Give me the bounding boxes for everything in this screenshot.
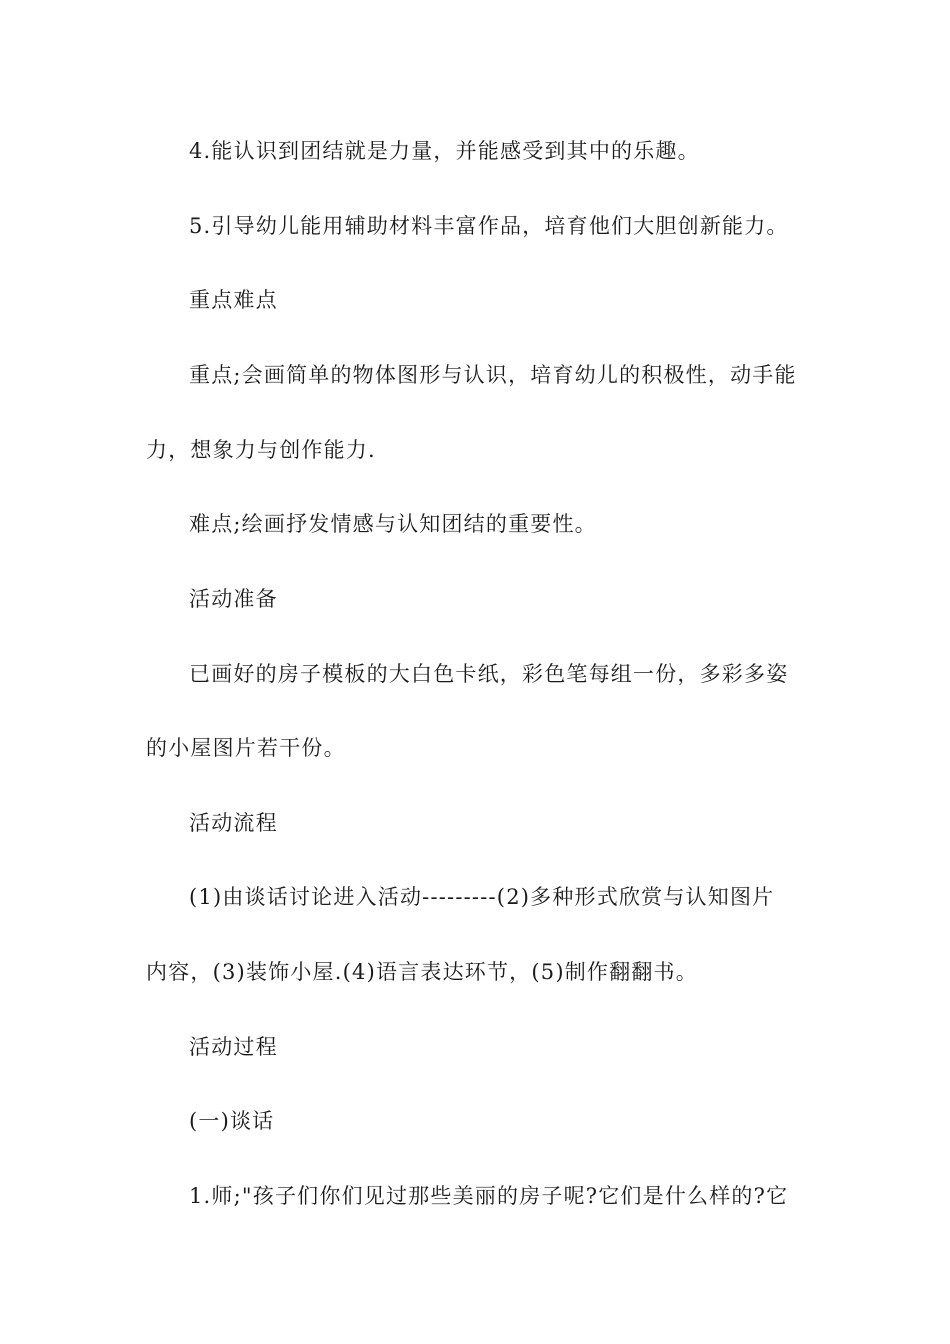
heading-preparation: 活动准备 xyxy=(189,587,278,611)
heading-activity-process: 活动过程 xyxy=(189,1035,278,1059)
heading-process-flow: 活动流程 xyxy=(189,811,278,835)
objective-5: 5.引导幼儿能用辅助材料丰富作品，培育他们大胆创新能力。 xyxy=(189,214,789,238)
teacher-dialogue: 1.师;"孩子们你们见过那些美丽的房子呢?它们是什么样的?它 xyxy=(189,1184,789,1208)
preparation-paragraph-continued: 的小屋图片若干份。 xyxy=(146,736,346,760)
difficulty-paragraph: 难点;绘画抒发情感与认知团结的重要性。 xyxy=(189,512,597,536)
subheading-conversation: (一)谈话 xyxy=(189,1109,275,1133)
heading-key-points: 重点难点 xyxy=(189,288,278,312)
process-flow-paragraph: (1)由谈话讨论进入活动---------(2)多种形式欣赏与认知图片 xyxy=(189,885,775,909)
key-point-paragraph: 重点;会画简单的物体图形与认识，培育幼儿的积极性，动手能 xyxy=(189,363,797,387)
key-point-paragraph-continued: 力，想象力与创作能力. xyxy=(146,438,376,462)
process-flow-paragraph-continued: 内容，(3)装饰小屋.(4)语言表达环节，(5)制作翻翻书。 xyxy=(146,960,698,984)
objective-4: 4.能认识到团结就是力量，并能感受到其中的乐趣。 xyxy=(189,139,700,163)
preparation-paragraph: 已画好的房子模板的大白色卡纸，彩色笔每组一份，多彩多姿 xyxy=(189,662,789,686)
